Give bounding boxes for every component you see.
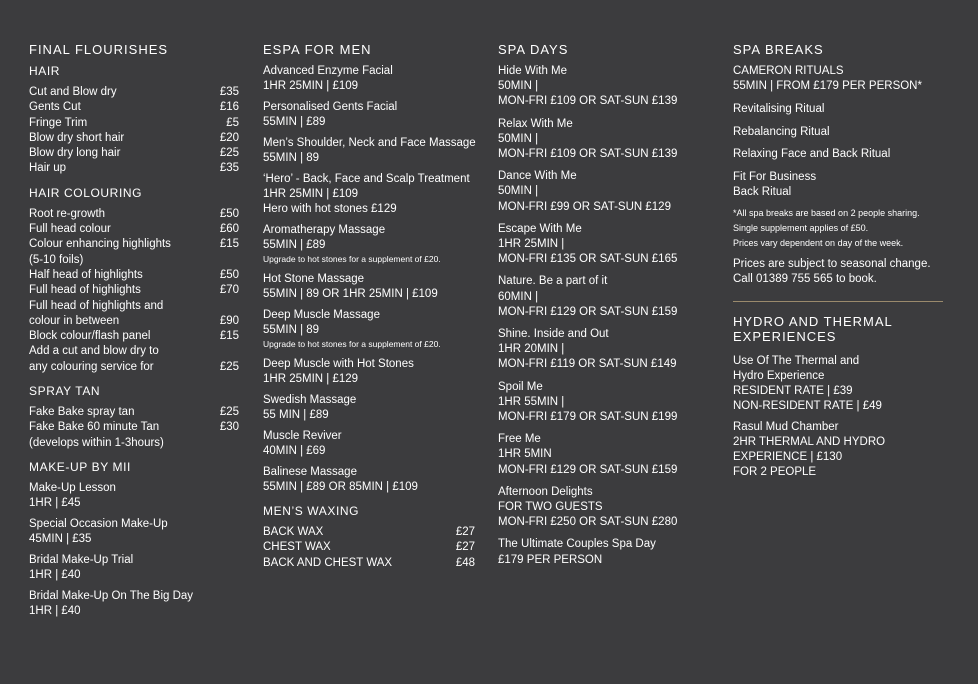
- price-row: [29, 420, 239, 435]
- item-name: Make-Up Lesson: [29, 481, 116, 494]
- spa-breaks-note: [733, 206, 943, 251]
- item-price: £16: [219, 101, 239, 114]
- price-row: [29, 161, 239, 176]
- item-price: £25: [219, 360, 239, 373]
- item-duration: 50MIN |: [498, 185, 539, 198]
- list-item: [29, 517, 239, 547]
- item-detail: 1HR 25MIN | £129: [263, 373, 359, 385]
- item-price: £70: [219, 284, 239, 297]
- item-name: Special Occasion Make-Up: [29, 517, 168, 530]
- list-item: [498, 432, 712, 478]
- list-item: [263, 357, 475, 387]
- item-name: BACK WAX: [263, 526, 324, 538]
- resident-rate: RESIDENT RATE | £39: [733, 384, 853, 397]
- column-spa-breaks: [733, 42, 943, 480]
- ritual-item-fit-for-business: [733, 170, 943, 200]
- item-name: Bridal Make-Up Trial: [29, 553, 134, 566]
- item-name: Balinese Massage: [263, 466, 357, 478]
- price-row: [29, 146, 239, 161]
- item-price: £25: [219, 406, 239, 419]
- title-line: EXPERIENCES: [733, 328, 837, 344]
- item-price: £27: [455, 541, 475, 554]
- item-price: £50: [219, 207, 239, 220]
- item-name: Shine. Inside and Out: [498, 328, 609, 341]
- item-name: The Ultimate Couples Spa Day: [498, 538, 656, 551]
- rituals-detail: 55MIN | FROM £179 PER PERSON*: [733, 80, 922, 92]
- item-name: Fake Bake spray tan: [29, 406, 135, 419]
- price-row: [29, 329, 239, 344]
- item-name: Hair up: [29, 162, 67, 175]
- list-item: [498, 380, 712, 426]
- item-price: £27: [455, 526, 475, 538]
- seasonal-line: Prices are subject to seasonal change.: [733, 257, 931, 270]
- item-name: Full head colour: [29, 223, 111, 236]
- item-price: MON-FRI £129 OR SAT-SUN £159: [498, 463, 678, 476]
- waxing-price-list: [263, 525, 475, 571]
- item-price: £35: [219, 86, 239, 98]
- item-price: EXPERIENCE | £130: [733, 450, 843, 463]
- item-detail: 1HR | £40: [29, 604, 81, 617]
- item-name: Deep Muscle with Hot Stones: [263, 358, 414, 370]
- spa-days-list: [498, 64, 712, 568]
- item-detail: 1HR | £45: [29, 496, 81, 509]
- item-name: Spoil Me: [498, 380, 543, 393]
- item-name: Aromatherapy Massage: [263, 224, 386, 236]
- note-line: Single supplement applies of £50.: [733, 222, 869, 233]
- price-row: [29, 222, 239, 237]
- item-name: CHEST WAX: [263, 541, 331, 554]
- price-row: [263, 540, 475, 555]
- item-detail-secondary: Hero with hot stones £129: [263, 203, 397, 215]
- item-detail: 55MIN | 89: [263, 324, 320, 336]
- item-detail: 1HR 25MIN | £109: [263, 80, 359, 92]
- subsection-title-make-up: MAKE-UP BY MII: [29, 459, 131, 474]
- ritual-line: Back Ritual: [733, 185, 792, 198]
- item-detail: 1HR | £40: [29, 568, 81, 581]
- price-row: [29, 299, 239, 314]
- espa-treatment-list: [263, 64, 475, 495]
- thermal-experience: [733, 354, 943, 414]
- item-price: £90: [219, 314, 239, 327]
- item-name: Relax With Me: [498, 117, 573, 130]
- note-line: *All spa breaks are based on 2 people sharing.: [733, 207, 920, 218]
- price-row: [29, 116, 239, 131]
- list-item: [498, 274, 712, 320]
- section-title-spa-days: SPA DAYS: [498, 42, 569, 57]
- section-title-espa-for-men: ESPA FOR MEN: [263, 42, 372, 57]
- item-name: Gents Cut: [29, 101, 81, 114]
- price-row: [29, 268, 239, 283]
- item-note: Upgrade to hot stones for a supplement of £20.: [263, 339, 441, 349]
- item-name: Free Me: [498, 433, 541, 446]
- ritual-line: Fit For Business: [733, 170, 817, 183]
- item-duration: 50MIN |: [498, 132, 539, 145]
- item-name: any colouring service for: [29, 360, 154, 373]
- item-name: Nature. Be a part of it: [498, 275, 608, 288]
- list-item: [263, 172, 475, 217]
- item-duration: 60MIN |: [498, 290, 539, 303]
- price-row: [263, 525, 475, 540]
- ritual-item: Rebalancing Ritual: [733, 125, 830, 138]
- list-item: [263, 100, 475, 130]
- item-price: MON-FRI £109 OR SAT-SUN £139: [498, 148, 678, 161]
- item-duration: 1HR 25MIN |: [498, 238, 565, 251]
- ritual-item: Revitalising Ritual: [733, 103, 825, 115]
- item-name: Hide With Me: [498, 65, 568, 77]
- item-name: ‘Hero’ - Back, Face and Scalp Treatment: [263, 173, 470, 185]
- title-line: HYDRO AND THERMAL: [733, 313, 893, 329]
- item-name: Swedish Massage: [263, 394, 357, 406]
- item-price: MON-FRI £119 OR SAT-SUN £149: [498, 358, 677, 371]
- item-duration: 1HR 55MIN |: [498, 395, 565, 408]
- item-name: Full head of highlights: [29, 284, 141, 297]
- item-price: MON-FRI £99 OR SAT-SUN £129: [498, 200, 671, 213]
- item-name: Men’s Shoulder, Neck and Face Massage: [263, 137, 476, 149]
- item-detail: 45MIN | £35: [29, 532, 92, 545]
- item-name: Bridal Make-Up On The Big Day: [29, 589, 194, 602]
- price-row: [29, 314, 239, 329]
- item-price: £15: [219, 238, 239, 251]
- item-price: £25: [219, 147, 239, 160]
- item-note: Upgrade to hot stones for a supplement of £20.: [263, 254, 441, 264]
- price-row: [29, 237, 239, 252]
- subsection-title-spray-tan: SPRAY TAN: [29, 384, 101, 399]
- item-price: £30: [219, 421, 239, 434]
- item-duration: FOR TWO GUESTS: [498, 501, 603, 514]
- item-name: Afternoon Delights: [498, 485, 593, 498]
- item-price: £50: [219, 268, 239, 281]
- item-detail: 55MIN | £89: [263, 239, 326, 251]
- item-detail: 55MIN | £89 OR 85MIN | £109: [263, 481, 418, 493]
- price-row: [263, 556, 475, 571]
- subsection-title-hair: HAIR: [29, 64, 61, 78]
- item-duration: 50MIN |: [498, 80, 539, 93]
- item-price: £179 PER PERSON: [498, 553, 603, 566]
- section-title-hydro-thermal: [733, 314, 943, 344]
- item-name: Deep Muscle Massage: [263, 309, 380, 321]
- item-detail: 1HR 25MIN | £109: [263, 188, 359, 200]
- item-name: Personalised Gents Facial: [263, 101, 398, 113]
- item-name: Root re-growth: [29, 207, 106, 220]
- list-item: [263, 308, 475, 351]
- item-price: £60: [219, 223, 239, 236]
- item-detail: 55 MIN | £89: [263, 409, 329, 421]
- list-item: [263, 136, 475, 166]
- item-detail: 55MIN | 89: [263, 152, 320, 164]
- item-name: Cut and Blow dry: [29, 86, 117, 98]
- item-price: MON-FRI £179 OR SAT-SUN £199: [498, 411, 678, 424]
- item-detail: 55MIN | 89 OR 1HR 25MIN | £109: [263, 288, 438, 300]
- price-row: [29, 253, 239, 268]
- item-detail: 55MIN | £89: [263, 116, 326, 128]
- item-name: Fringe Trim: [29, 116, 88, 129]
- price-row: [29, 360, 239, 375]
- price-row: [29, 207, 239, 222]
- hair-price-list: [29, 85, 239, 177]
- item-detail: FOR 2 PEOPLE: [733, 465, 817, 478]
- item-name: (develops within 1-3hours): [29, 436, 164, 449]
- subsection-title-mens-waxing: MEN’S WAXING: [263, 504, 360, 518]
- item-name: (5-10 foils): [29, 253, 84, 266]
- item-duration: 1HR 5MIN: [498, 448, 552, 461]
- subsection-title-hair-colouring: HAIR COLOURING: [29, 185, 143, 200]
- item-price: MON-FRI £109 OR SAT-SUN £139: [498, 95, 678, 108]
- section-divider: [733, 301, 943, 302]
- list-item: [498, 222, 712, 268]
- rituals-title: CAMERON RITUALS: [733, 65, 844, 77]
- item-name: Hydro Experience: [733, 369, 825, 382]
- price-row: [29, 100, 239, 115]
- price-row: [29, 436, 239, 451]
- item-name: Blow dry short hair: [29, 131, 125, 144]
- item-price: £48: [455, 556, 475, 569]
- item-detail: 40MIN | £69: [263, 445, 326, 457]
- list-item: [263, 272, 475, 302]
- list-item: [263, 393, 475, 423]
- list-item: [498, 169, 712, 215]
- list-item: [263, 465, 475, 495]
- item-price: £20: [219, 131, 239, 144]
- list-item: [29, 589, 239, 619]
- item-name: Block colour/flash panel: [29, 330, 151, 343]
- item-name: Blow dry long hair: [29, 147, 121, 160]
- seasonal-note: [733, 257, 943, 287]
- item-name: Add a cut and blow dry to: [29, 345, 159, 358]
- list-item: [263, 429, 475, 459]
- item-price: £5: [226, 116, 239, 129]
- list-item: [498, 485, 712, 531]
- item-name: Dance With Me: [498, 170, 577, 183]
- price-row: [29, 85, 239, 100]
- booking-phone: Call 01389 755 565 to book.: [733, 272, 877, 285]
- item-price: MON-FRI £135 OR SAT-SUN £165: [498, 253, 678, 266]
- item-name: Rasul Mud Chamber: [733, 420, 839, 433]
- item-name: Use Of The Thermal and: [733, 354, 860, 367]
- rasul-mud-chamber: [733, 420, 943, 480]
- list-item: [498, 117, 712, 163]
- ritual-item: Relaxing Face and Back Ritual: [733, 148, 891, 160]
- non-resident-rate: NON-RESIDENT RATE | £49: [733, 399, 882, 412]
- list-item: [498, 537, 712, 567]
- item-name: Half head of highlights: [29, 268, 143, 281]
- item-name: Escape With Me: [498, 222, 582, 235]
- column-espa-for-men: [263, 42, 475, 571]
- makeup-list: [29, 481, 239, 619]
- item-name: Hot Stone Massage: [263, 273, 365, 285]
- price-row: [29, 283, 239, 298]
- colouring-price-list: [29, 207, 239, 375]
- item-price: MON-FRI £129 OR SAT-SUN £159: [498, 305, 678, 318]
- item-name: BACK AND CHEST WAX: [263, 556, 393, 569]
- item-name: Muscle Reviver: [263, 430, 342, 442]
- list-item: [498, 64, 712, 110]
- item-name: Full head of highlights and: [29, 299, 164, 312]
- item-price: £15: [219, 330, 239, 343]
- item-name: colour in between: [29, 314, 120, 327]
- cameron-rituals-header: [733, 64, 943, 94]
- section-title-spa-breaks: SPA BREAKS: [733, 42, 824, 57]
- section-title-final-flourishes: FINAL FLOURISHES: [29, 42, 169, 57]
- price-row: [29, 405, 239, 420]
- item-detail: 2HR THERMAL AND HYDRO: [733, 435, 886, 448]
- column-spa-days: [498, 42, 712, 575]
- price-row: [29, 131, 239, 146]
- item-name: Colour enhancing highlights: [29, 238, 171, 251]
- list-item: [29, 481, 239, 511]
- list-item: [498, 327, 712, 373]
- list-item: [263, 223, 475, 266]
- item-name: Fake Bake 60 minute Tan: [29, 421, 160, 434]
- item-price: MON-FRI £250 OR SAT-SUN £280: [498, 516, 678, 529]
- price-row: [29, 344, 239, 359]
- note-line: Prices vary dependent on day of the week.: [733, 237, 904, 248]
- list-item: [263, 64, 475, 94]
- item-name: Advanced Enzyme Facial: [263, 65, 393, 77]
- item-duration: 1HR 20MIN |: [498, 343, 565, 356]
- list-item: [29, 553, 239, 583]
- column-final-flourishes: [29, 42, 239, 625]
- item-price: £35: [219, 162, 239, 175]
- spray-price-list: [29, 405, 239, 451]
